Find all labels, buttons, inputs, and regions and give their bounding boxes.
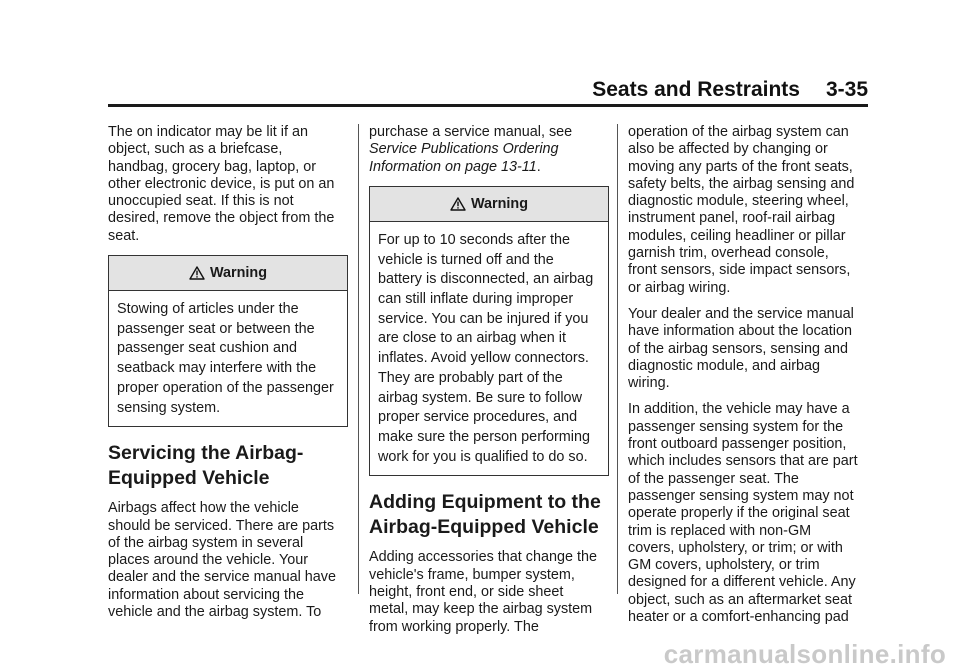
warning-box bbox=[108, 255, 348, 427]
paragraph: Airbags affect how the vehicle should be serviced. There are parts of the airbag system in several places around the vehicle. Your dealer and the service manual have information about servicing the vehicle and the airbag system. To bbox=[108, 500, 336, 621]
page-header bbox=[108, 78, 868, 102]
paragraph: Adding accessories that change the vehicle's frame, bumper system, height, front end, or side sheet metal, may keep the airbag system from working properly. The bbox=[369, 549, 598, 635]
cross-reference-link[interactable]: Service Publications Ordering Information on page 13-11 bbox=[369, 141, 559, 175]
column-3 bbox=[628, 124, 860, 635]
column-divider bbox=[358, 124, 359, 594]
warning-box bbox=[369, 186, 609, 476]
column-1 bbox=[108, 124, 340, 630]
column-divider bbox=[617, 124, 618, 594]
warning-text: Stowing of articles under the passenger seat or between the passenger seat cushion and seatback may interfere with the proper operation of the passenger sensing system. bbox=[117, 301, 334, 416]
section-title: Seats and Restraints bbox=[592, 78, 800, 101]
paragraph: Your dealer and the service manual have information about the location of the airbag sensors, sensing and diagnostic module, and airbag wiring. bbox=[628, 305, 854, 392]
section-heading: Servicing the Airbag-Equipped Vehicle bbox=[108, 442, 304, 490]
warning-triangle-icon bbox=[189, 266, 205, 280]
warning-label: Warning bbox=[209, 265, 268, 282]
header-rule bbox=[108, 104, 868, 107]
warning-header bbox=[109, 256, 347, 291]
paragraph: The on indicator may be lit if an object, such as a briefcase, handbag, grocery bag, laptop, or other electronic device, is put on an unoccupied seat. If this is not desired, remove the object from the seat. bbox=[108, 124, 335, 244]
paragraph: operation of the airbag system can also be affected by changing or moving any parts of the front seats, safety belts, the airbag sensing and diagnostic module, steering wheel, instrument panel, roof-rail airbag modules, ceiling headliner or pillar garnish trim, overhead console, front sensors, side impact sensors, or airbag wiring. bbox=[628, 124, 855, 296]
page-number: 3-35 bbox=[825, 78, 868, 101]
paragraph-text: purchase a service manual, see bbox=[369, 124, 573, 140]
warning-label: Warning bbox=[470, 195, 529, 212]
warning-triangle-icon bbox=[450, 197, 466, 211]
watermark: carmanualsonline.info bbox=[663, 639, 946, 669]
section-heading: Adding Equipment to the Airbag-Equipped Vehicle bbox=[369, 491, 601, 539]
paragraph bbox=[369, 124, 601, 176]
warning-text: For up to 10 seconds after the vehicle is turned off and the battery is disconnected, an airbag can still inflate during improper service. You can be injured if you are close to an airbag when it inflates. Avoid yellow connectors. They are probably part of the airbag system. Be sure to follow proper service procedures, and make sure the person performing work for you is qualified to do so. bbox=[378, 231, 594, 465]
warning-header bbox=[370, 187, 608, 222]
paragraph: In addition, the vehicle may have a passenger sensing system for the front outboard passenger position, which includes sensors that are part of the passenger seat. The passenger sensing system may not operate properly if the original seat trim is replaced with non-GM covers, upholstery, or trim; or with GM covers, upholstery, or trim designed for a different vehicle. Any object, such as an aftermarket seat heater or a comfort-enhancing pad bbox=[628, 401, 858, 626]
paragraph-text: . bbox=[536, 158, 541, 175]
column-2 bbox=[369, 124, 601, 645]
